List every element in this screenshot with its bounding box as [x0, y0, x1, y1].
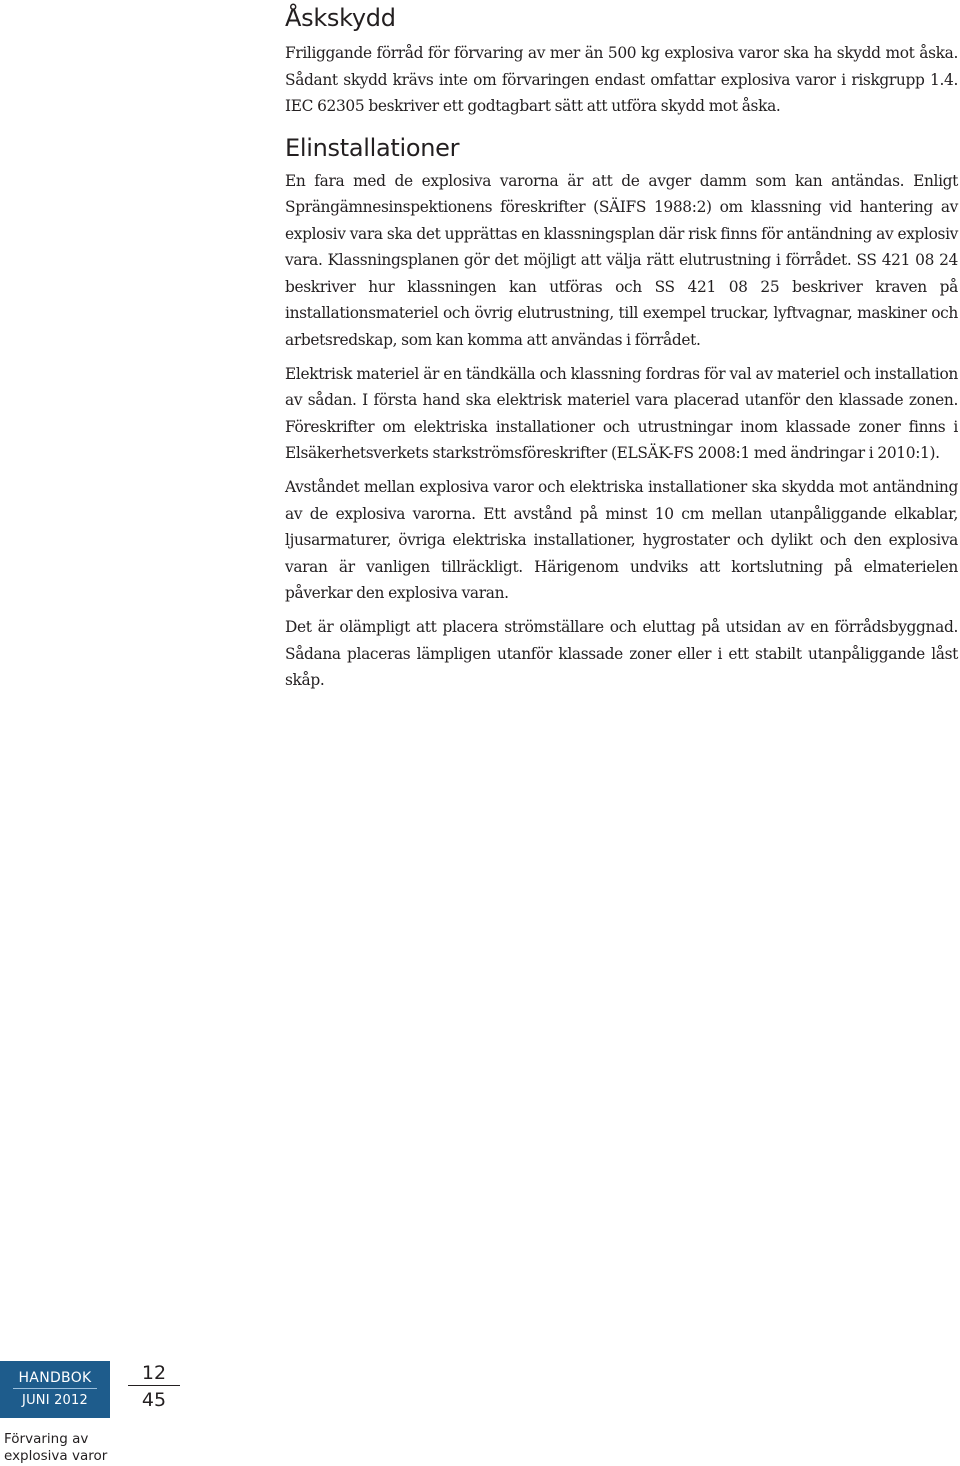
badge-title: HANDBOK	[18, 1370, 92, 1386]
paragraph-elinstallationer-1: En fara med de explosiva varorna är att de avger damm som kan antändas. Enligt Sprängämnesinspektionens föreskrifter (SÄIFS 1988:2) om klassning vid hantering av explosiv vara ska det upprättas en klassningsplan där risk finns för antändning av explosiv vara. Klassningsplanen gör det möjligt att välja rätt elutrustning i förrådet. SS 421 08 24 beskriver hur klassningen kan utföras och SS 421 08 25 beskriver kraven på installationsmateriel och övrig elutrustning, till exempel truckar, lyftvagnar, maskiner och arbetsredskap, som kan komma att användas i förrådet.	[285, 171, 958, 349]
heading-elinstallationer: Elinstallationer	[285, 133, 460, 162]
page-current: 12	[141, 1362, 167, 1384]
document-title	[4, 1431, 107, 1465]
main-content	[285, 0, 958, 701]
page-total: 45	[141, 1389, 167, 1411]
page-number-divider	[128, 1385, 180, 1386]
heading-askskydd: Åskskydd	[285, 4, 396, 32]
paragraph-elinstallationer-3: Avståndet mellan explosiva varor och elektriska installationer ska skydda mot antändning av de explosiva varorna. Ett avstånd på minst 10 cm mellan utanpåliggande elkablar, ljusarmaturer, övriga elektriska installationer, hygrostater och dylikt och den explosiva varan är vanligen tillräckligt. Härigenom undviks att kortslutning på elmaterielen påverkar den explosiva varan.	[285, 478, 958, 602]
paragraph-askskydd: Friliggande förråd för förvaring av mer än 500 kg explosiva varor ska ha skydd mot åska. Sådant skydd krävs inte om förvaringen endast omfattar explosiva varor i riskgrupp 1.4. IEC 62305 beskriver ett godtagbart sätt att utföra skydd mot åska.	[285, 44, 958, 115]
page-number	[128, 1362, 180, 1411]
paragraph-elinstallationer-4: Det är olämpligt att placera strömställare och eluttag på utsidan av en förrådsbyggnad. Sådana placeras lämpligen utanför klassade zoner eller i ett stabilt utanpåliggande låst skåp.	[285, 618, 958, 689]
badge-divider	[13, 1388, 97, 1389]
handbook-badge	[0, 1361, 110, 1418]
document-title-line2: explosiva varor	[4, 1448, 108, 1464]
badge-date: JUNI 2012	[22, 1393, 88, 1408]
paragraph-elinstallationer-2: Elektrisk materiel är en tändkälla och klassning fordras för val av materiel och installation av sådan. I första hand ska elektrisk materiel vara placerad utanför den klassade zonen. Föreskrifter om elektriska installationer och utrustningar inom klassade zoner finns i Elsäkerhetsverkets starkströmsföreskrifter (ELSÄK-FS 2008:1 med ändringar i 2010:1).	[285, 364, 958, 462]
document-title-line1: Förvaring av	[4, 1431, 89, 1447]
